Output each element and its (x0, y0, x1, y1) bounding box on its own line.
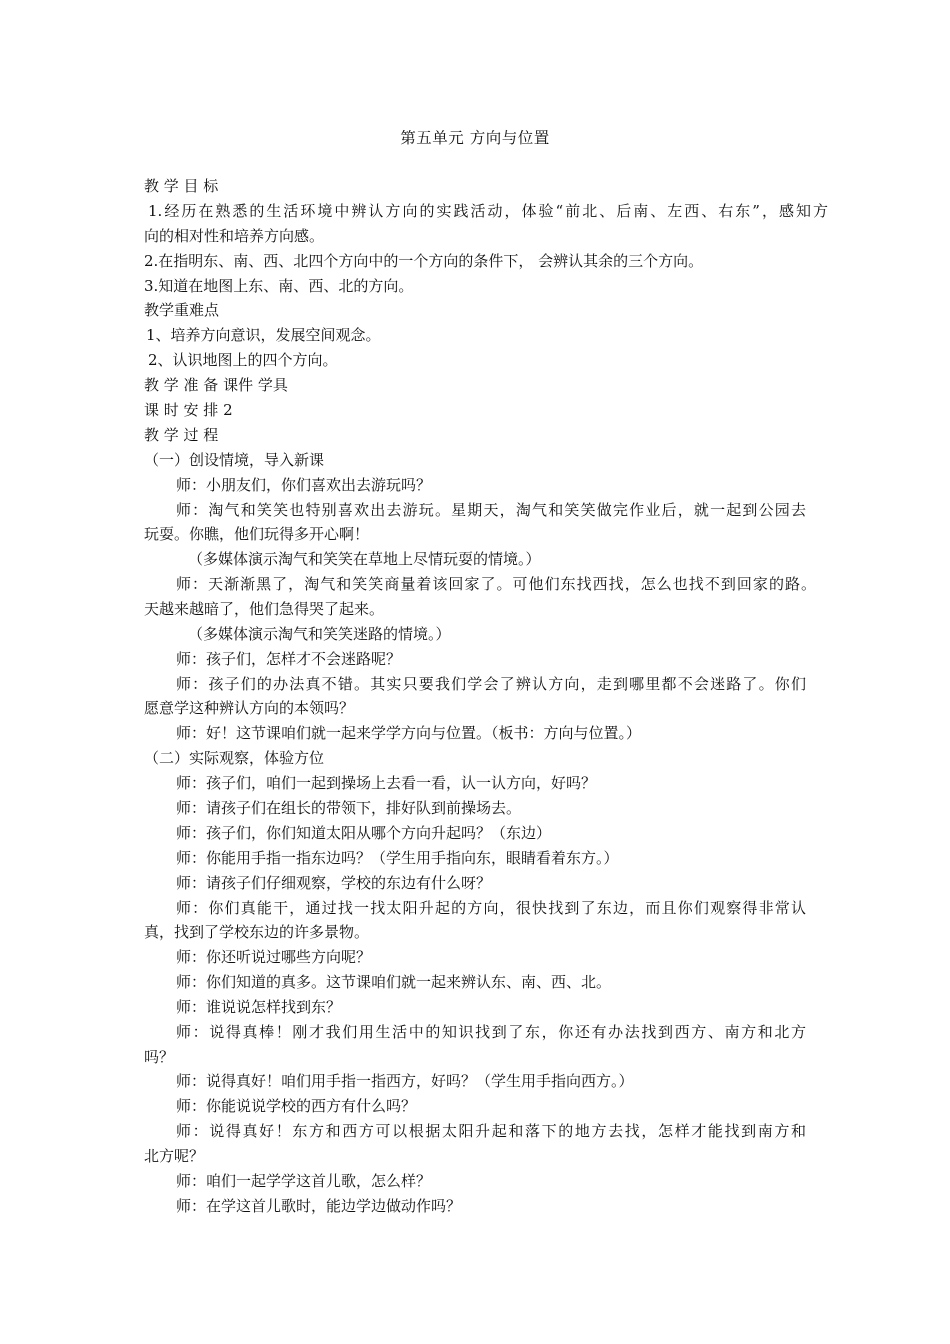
text-line: 师：咱们一起学学这首儿歌，怎么样？ (176, 1172, 432, 1190)
section-heading-objectives: 教 学 目 标 (144, 177, 219, 195)
subsection-heading: （二）实际观察，体验方位 (144, 749, 325, 767)
text-line: 玩耍。你瞧，他们玩得多开心啊！ (144, 525, 370, 543)
text-line: 2.在指明东、南、西、北四个方向中的一个方向的条件下， 会辨认其余的三个方向。 (144, 252, 704, 270)
text-line: 1、培养方向意识，发展空间观念。 (146, 326, 381, 344)
text-line: 师：请孩子们在组长的带领下，排好队到前操场去。 (176, 799, 522, 817)
text-line: 师：天渐渐黑了，淘气和笑笑商量着该回家了。可他们东找西找，怎么也找不到回家的路。 (176, 575, 816, 593)
text-line: 师：你能说说学校的西方有什么吗？ (176, 1097, 417, 1115)
section-heading-key-points: 教学重难点 (144, 301, 220, 319)
text-line: 师：你们知道的真多。这节课咱们就一起来辨认东、南、西、北。 (176, 973, 612, 991)
text-line: 师：说得真好！东方和西方可以根据太阳升起和落下的地方去找，怎样才能找到南方和 (176, 1122, 806, 1140)
text-line: 向的相对性和培养方向感。 (144, 227, 325, 245)
text-line: （多媒体演示淘气和笑笑在草地上尽情玩耍的情境。） (188, 550, 541, 568)
text-line: 师：请孩子们仔细观察，学校的东边有什么呀？ (176, 874, 492, 892)
text-line: 师：你们真能干，通过找一找太阳升起的方向，很快找到了东边，而且你们观察得非常认 (176, 899, 806, 917)
text-line: 师：在学这首儿歌时，能边学边做动作吗？ (176, 1197, 462, 1215)
text-line: 师：说得真好！咱们用手指一指西方，好吗？（学生用手指向西方。） (176, 1072, 634, 1090)
text-line: 师：说得真棒！刚才我们用生活中的知识找到了东，你还有办法找到西方、南方和北方 (176, 1023, 806, 1041)
text-line: 3.知道在地图上东、南、西、北的方向。 (144, 277, 414, 295)
section-heading-process: 教 学 过 程 (144, 426, 219, 444)
page-title: 第五单元 方向与位置 (400, 129, 550, 147)
text-line: 师：孩子们的办法真不错。其实只要我们学会了辨认方向，走到哪里都不会迷路了。你们 (176, 675, 806, 693)
text-line: 师：谁说说怎样找到东？ (176, 998, 342, 1016)
text-line: 1.经历在熟悉的生活环境中辨认方向的实践活动，体验“前北、后南、左西、右东”，感知方 (148, 202, 828, 220)
text-line: 2、认识地图上的四个方向。 (148, 351, 338, 369)
subsection-heading: （一）创设情境，导入新课 (144, 451, 325, 469)
text-line: 师：你还听说过哪些方向呢？ (176, 948, 372, 966)
text-line: 师：孩子们，你们知道太阳从哪个方向升起吗？（东边） (176, 824, 552, 842)
text-line: 师：淘气和笑笑也特别喜欢出去游玩。星期天，淘气和笑笑做完作业后，就一起到公园去 (176, 501, 806, 519)
text-line: 师：小朋友们，你们喜欢出去游玩吗？ (176, 476, 432, 494)
section-heading-schedule: 课 时 安 排 2 (144, 401, 233, 419)
text-line: 愿意学这种辨认方向的本领吗？ (144, 699, 355, 717)
text-line: 真，找到了学校东边的许多景物。 (144, 923, 370, 941)
text-line: 师：孩子们，咱们一起到操场上去看一看，认一认方向，好吗？ (176, 774, 597, 792)
text-line: 师：你能用手指一指东边吗？（学生用手指向东，眼睛看着东方。） (176, 849, 619, 867)
text-line: 北方呢？ (144, 1147, 205, 1165)
text-line: 天越来越暗了，他们急得哭了起来。 (144, 600, 385, 618)
text-line: （多媒体演示淘气和笑笑迷路的情境。） (188, 625, 451, 643)
text-line: 师：好！这节课咱们就一起来学学方向与位置。（板书：方向与位置。） (176, 724, 642, 742)
section-heading-preparation: 教 学 准 备 课件 学具 (144, 376, 288, 394)
text-line: 吗？ (144, 1048, 175, 1066)
text-line: 师：孩子们，怎样才不会迷路呢？ (176, 650, 402, 668)
